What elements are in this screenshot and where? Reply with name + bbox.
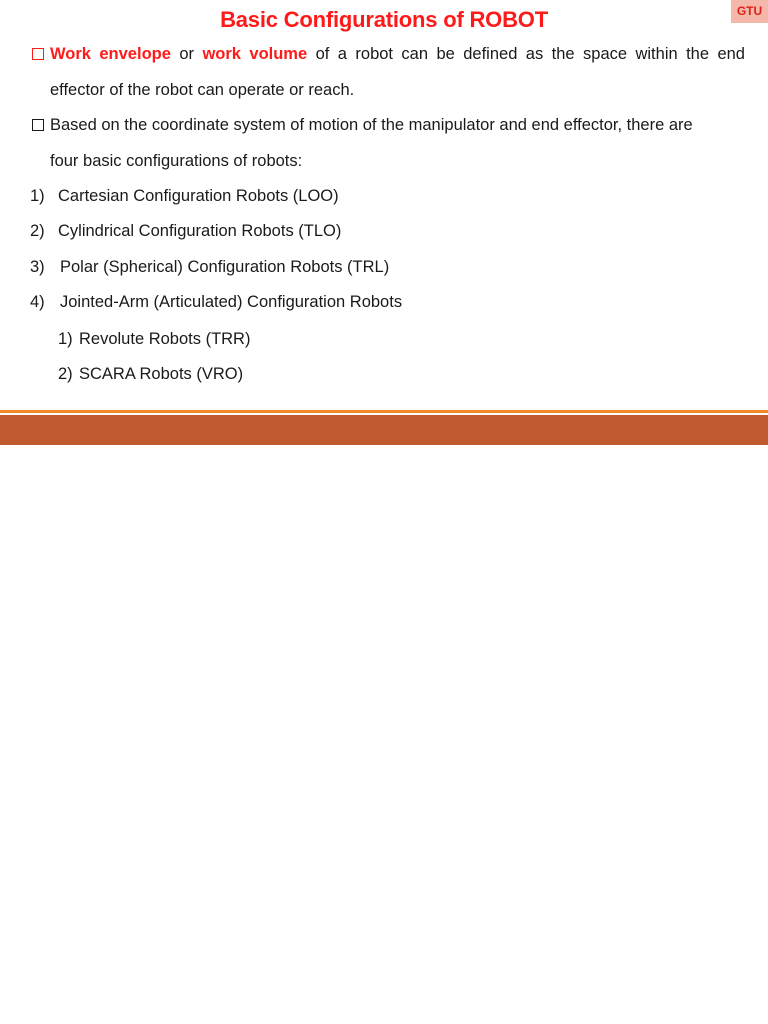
list-number: 2): [58, 365, 73, 383]
connector-text: or: [179, 45, 195, 63]
list-text: Cylindrical Configuration Robots (TLO): [58, 222, 342, 240]
term-work-volume: work volume: [202, 45, 308, 63]
list-text: Revolute Robots (TRR): [79, 330, 251, 348]
sublist-item: [58, 362, 243, 386]
configuration-line-2: four basic configurations of robots:: [50, 152, 303, 170]
list-number: 2): [30, 222, 45, 240]
definition-text: of a robot can be defined as the space within the end: [315, 45, 745, 63]
accent-divider: [0, 410, 768, 413]
definition-line-2: effector of the robot can operate or reach.: [50, 81, 355, 99]
configuration-text: Based on the coordinate system of motion of the manipulator and end effector, there are: [50, 116, 693, 134]
slide: [0, 0, 768, 446]
checkbox-bullet-icon: [32, 48, 44, 60]
sublist-item: [58, 327, 250, 351]
list-number: 3): [30, 258, 45, 276]
term-work-envelope: Work envelope: [50, 45, 171, 63]
list-item: [30, 290, 402, 314]
list-text: Cartesian Configuration Robots (LOO): [58, 187, 339, 205]
list-item: [30, 184, 339, 208]
list-text: Polar (Spherical) Configuration Robots (TRL): [60, 258, 390, 276]
definition-paragraph: [32, 36, 745, 108]
gtu-badge: GTU: [731, 0, 768, 23]
list-number: 4): [30, 293, 45, 311]
list-text: Jointed-Arm (Articulated) Configuration Robots: [60, 293, 403, 311]
footer-bar: [0, 415, 768, 445]
configuration-line-1: [32, 107, 745, 143]
list-number: 1): [30, 187, 45, 205]
list-number: 1): [58, 330, 73, 348]
definition-line-1: [32, 36, 745, 72]
configuration-paragraph: [32, 107, 745, 179]
list-item: [30, 255, 389, 279]
list-text: SCARA Robots (VRO): [79, 365, 244, 383]
slide-title: Basic Configurations of ROBOT: [220, 7, 548, 32]
checkbox-bullet-icon: [32, 119, 44, 131]
list-item: [30, 219, 341, 243]
